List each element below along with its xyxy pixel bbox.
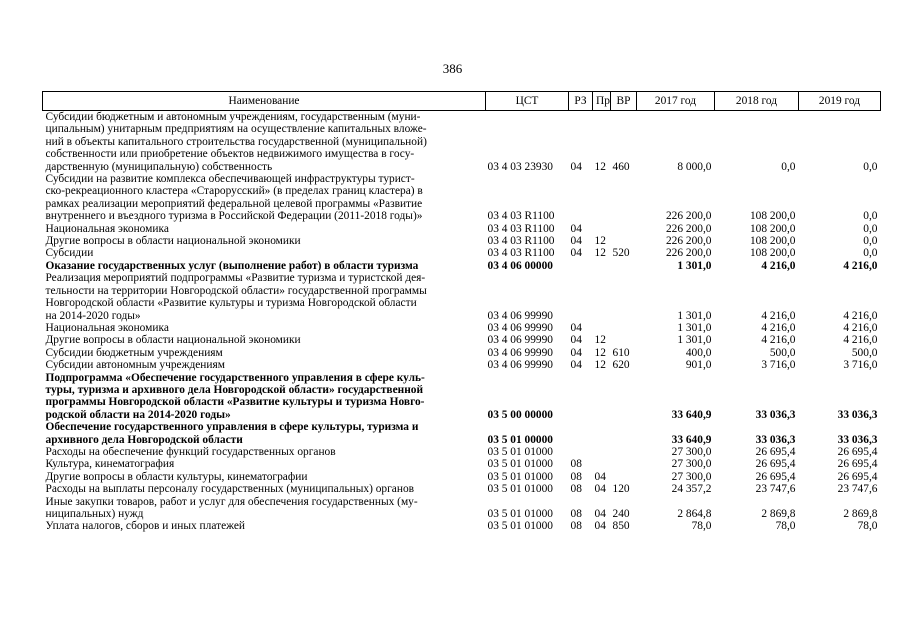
cell-y2019: 4 216,0 bbox=[843, 321, 878, 334]
cell-y2017: 226 200,0 bbox=[665, 222, 712, 235]
cell-y2019: 0,0 bbox=[863, 235, 878, 248]
cell-name: Другие вопросы в области национальной экономики bbox=[45, 334, 301, 347]
cell-pr bbox=[593, 260, 611, 272]
cell-pr: 04 bbox=[594, 508, 606, 520]
cell-cst: 03 4 06 99990 bbox=[487, 346, 553, 359]
cell-vr bbox=[611, 421, 637, 446]
cell-y2019: 0,0 bbox=[863, 247, 878, 260]
cell-pr bbox=[593, 372, 611, 422]
cell-y2017: 78,0 bbox=[691, 520, 712, 533]
cell-y2018: 33 036,3 bbox=[755, 433, 796, 446]
table-row bbox=[43, 322, 881, 334]
header-2018: 2018 год bbox=[715, 92, 799, 111]
cell-name: Национальная экономика bbox=[45, 321, 169, 334]
cell-vr bbox=[611, 446, 637, 458]
cell-name: Субсидии бюджетным и автономным учреждениям, государственным (муни- ципальным) унитарным предприятиям на осуществление капитальных вложе- ний в объекты капитального строительства государственной (муниципальной) собственности или приобретение объектов недвижимого имущества в госу- дарственную (муниципальную) собственность bbox=[45, 111, 427, 173]
cell-y2018: 108 200,0 bbox=[749, 235, 796, 248]
cell-vr bbox=[611, 471, 637, 483]
cell-cst: 03 4 06 99990 bbox=[487, 309, 553, 322]
cell-pr: 12 bbox=[594, 160, 606, 173]
cell-y2019: 4 216,0 bbox=[843, 259, 878, 272]
cell-y2017: 1 301,0 bbox=[677, 309, 712, 322]
cell-y2017: 901,0 bbox=[685, 359, 712, 372]
cell-y2018: 108 200,0 bbox=[749, 210, 796, 223]
cell-y2019: 26 695,4 bbox=[837, 470, 878, 483]
cell-y2017: 24 357,2 bbox=[671, 483, 712, 496]
cell-name: Национальная экономика bbox=[45, 222, 169, 235]
cell-y2017: 1 301,0 bbox=[677, 334, 712, 347]
cell-name: Культура, кинематография bbox=[45, 458, 175, 471]
cell-name: Субсидии автономным учреждениям bbox=[45, 359, 225, 372]
cell-rz: 08 bbox=[570, 458, 582, 471]
cell-y2019: 3 716,0 bbox=[843, 359, 878, 372]
cell-cst: 03 4 06 99990 bbox=[487, 359, 553, 372]
cell-y2019: 2 869,8 bbox=[843, 508, 878, 520]
cell-rz: 08 bbox=[570, 470, 582, 483]
cell-name: Уплата налогов, сборов и иных платежей bbox=[45, 520, 245, 533]
cell-y2018: 26 695,4 bbox=[755, 445, 796, 458]
cell-pr: 04 bbox=[594, 483, 606, 496]
cell-cst: 03 4 03 R1100 bbox=[487, 247, 555, 260]
header-cst: ЦСТ bbox=[486, 92, 569, 111]
header-name: Наименование bbox=[43, 92, 486, 111]
cell-rz bbox=[569, 372, 593, 422]
cell-vr: 850 bbox=[612, 520, 630, 533]
table-row bbox=[43, 359, 881, 371]
cell-y2017: 1 301,0 bbox=[677, 321, 712, 334]
cell-y2019: 0,0 bbox=[863, 160, 878, 173]
cell-pr: 12 bbox=[594, 235, 606, 248]
cell-y2018: 0,0 bbox=[781, 160, 796, 173]
table-row bbox=[43, 372, 881, 422]
cell-vr: 240 bbox=[612, 508, 630, 520]
cell-vr bbox=[611, 334, 637, 346]
table-row bbox=[43, 446, 881, 458]
cell-y2018: 4 216,0 bbox=[761, 321, 796, 334]
cell-y2018: 4 216,0 bbox=[761, 334, 796, 347]
table-row bbox=[43, 347, 881, 359]
cell-name: Обеспечение государственного управления в сфере культуры, туризма и архивного дела Новгородской области bbox=[45, 421, 419, 446]
cell-rz: 04 bbox=[570, 334, 582, 347]
cell-y2018: 4 216,0 bbox=[761, 309, 796, 322]
cell-vr: 460 bbox=[612, 160, 630, 173]
cell-vr bbox=[611, 173, 637, 223]
cell-vr: 120 bbox=[612, 483, 630, 496]
cell-y2018: 4 216,0 bbox=[761, 259, 796, 272]
cell-pr bbox=[593, 458, 611, 470]
cell-rz: 08 bbox=[570, 483, 582, 496]
cell-y2017: 27 300,0 bbox=[671, 458, 712, 471]
cell-cst: 03 4 03 23930 bbox=[487, 160, 553, 173]
cell-y2019: 0,0 bbox=[863, 222, 878, 235]
cell-pr bbox=[593, 322, 611, 334]
cell-rz bbox=[569, 272, 593, 322]
table-row bbox=[43, 235, 881, 247]
cell-rz bbox=[569, 260, 593, 272]
cell-y2017: 226 200,0 bbox=[665, 247, 712, 260]
table-row bbox=[43, 247, 881, 259]
cell-pr: 12 bbox=[594, 359, 606, 372]
cell-cst: 03 4 06 00000 bbox=[487, 259, 553, 272]
cell-y2019: 26 695,4 bbox=[837, 458, 878, 471]
cell-cst: 03 4 06 99990 bbox=[487, 321, 553, 334]
cell-y2019: 4 216,0 bbox=[843, 334, 878, 347]
cell-cst: 03 5 01 01000 bbox=[487, 458, 553, 471]
cell-rz: 08 bbox=[570, 508, 582, 520]
cell-y2017: 8 000,0 bbox=[677, 160, 712, 173]
table-row bbox=[43, 496, 881, 521]
header-rz: РЗ bbox=[569, 92, 593, 111]
cell-cst: 03 4 03 R1100 bbox=[487, 235, 555, 248]
cell-y2017: 1 301,0 bbox=[677, 259, 712, 272]
cell-name: Реализация мероприятий подпрограммы «Развитие туризма и туристской дея- тельности на территории Новгородской области» государственной программы Новгородской области «Развитие культуры и туризма Новгородской области на 2014-2020 годы» bbox=[45, 272, 427, 322]
cell-cst: 03 5 01 01000 bbox=[487, 445, 553, 458]
table-row bbox=[43, 260, 881, 272]
cell-pr: 12 bbox=[594, 346, 606, 359]
cell-cst: 03 4 03 R1100 bbox=[487, 210, 555, 223]
cell-vr bbox=[611, 322, 637, 334]
cell-y2019: 26 695,4 bbox=[837, 445, 878, 458]
page-number: 386 bbox=[442, 61, 463, 76]
cell-y2017: 27 300,0 bbox=[671, 445, 712, 458]
cell-vr: 520 bbox=[612, 247, 630, 260]
cell-y2018: 78,0 bbox=[775, 520, 796, 533]
cell-name: Расходы на обеспечение функций государственных органов bbox=[45, 445, 336, 458]
cell-rz: 04 bbox=[570, 222, 582, 235]
cell-y2018: 26 695,4 bbox=[755, 458, 796, 471]
cell-y2017: 27 300,0 bbox=[671, 470, 712, 483]
cell-y2018: 33 036,3 bbox=[755, 408, 796, 421]
cell-y2017: 2 864,8 bbox=[677, 508, 712, 520]
cell-vr bbox=[611, 372, 637, 422]
cell-y2017: 33 640,9 bbox=[671, 408, 712, 421]
cell-y2017: 33 640,9 bbox=[671, 433, 712, 446]
cell-cst: 03 5 01 01000 bbox=[487, 508, 553, 520]
table-row bbox=[43, 458, 881, 470]
cell-name: Субсидии бюджетным учреждениям bbox=[45, 346, 223, 359]
cell-y2018: 23 747,6 bbox=[755, 483, 796, 496]
cell-y2018: 3 716,0 bbox=[761, 359, 796, 372]
cell-rz bbox=[569, 173, 593, 223]
cell-pr: 04 bbox=[594, 520, 606, 533]
cell-y2017: 400,0 bbox=[685, 346, 712, 359]
table-row bbox=[43, 334, 881, 346]
cell-pr: 12 bbox=[594, 334, 606, 347]
cell-pr bbox=[593, 421, 611, 446]
cell-cst: 03 5 01 00000 bbox=[487, 433, 553, 446]
cell-rz: 04 bbox=[570, 247, 582, 260]
cell-rz: 04 bbox=[570, 359, 582, 372]
cell-y2017: 226 200,0 bbox=[665, 210, 712, 223]
cell-pr bbox=[593, 272, 611, 322]
cell-pr: 12 bbox=[594, 247, 606, 260]
cell-cst: 03 5 00 00000 bbox=[487, 408, 553, 421]
table-header-row bbox=[43, 92, 881, 111]
cell-rz bbox=[569, 421, 593, 446]
cell-y2019: 0,0 bbox=[863, 210, 878, 223]
cell-y2018: 108 200,0 bbox=[749, 222, 796, 235]
cell-vr bbox=[611, 260, 637, 272]
cell-rz: 04 bbox=[570, 321, 582, 334]
cell-y2018: 2 869,8 bbox=[761, 508, 796, 520]
cell-rz bbox=[569, 446, 593, 458]
cell-cst: 03 4 03 R1100 bbox=[487, 222, 555, 235]
cell-name: Подпрограмма «Обеспечение государственного управления в сфере куль- туры, туризма и архивного дела Новгородской области» государственной программы Новгородской области «Развитие культуры и туризма Новго- родской области на 2014-2020 годы» bbox=[45, 371, 425, 421]
cell-pr bbox=[593, 223, 611, 235]
cell-name: Расходы на выплаты персоналу государственных (муниципальных) органов bbox=[45, 483, 415, 496]
cell-y2019: 4 216,0 bbox=[843, 309, 878, 322]
cell-name: Оказание государственных услуг (выполнение работ) в области туризма bbox=[45, 259, 419, 272]
cell-name: Другие вопросы в области культуры, кинематографии bbox=[45, 470, 308, 483]
cell-y2018: 500,0 bbox=[769, 346, 796, 359]
budget-table bbox=[42, 91, 881, 533]
cell-vr bbox=[611, 223, 637, 235]
table-row bbox=[43, 520, 881, 532]
header-2019: 2019 год bbox=[799, 92, 881, 111]
cell-name: Субсидии bbox=[45, 247, 94, 260]
cell-cst: 03 4 06 99990 bbox=[487, 334, 553, 347]
cell-y2019: 33 036,3 bbox=[837, 433, 878, 446]
cell-name: Иные закупки товаров, работ и услуг для обеспечения государственных (му- ниципальных) нужд bbox=[45, 495, 418, 520]
table-row bbox=[43, 223, 881, 235]
table-row bbox=[43, 483, 881, 495]
cell-rz: 04 bbox=[570, 346, 582, 359]
cell-pr bbox=[593, 173, 611, 223]
cell-cst: 03 5 01 01000 bbox=[487, 483, 553, 496]
table-row bbox=[43, 471, 881, 483]
cell-y2018: 26 695,4 bbox=[755, 470, 796, 483]
cell-rz: 04 bbox=[570, 235, 582, 248]
table-row bbox=[43, 272, 881, 322]
cell-y2017: 226 200,0 bbox=[665, 235, 712, 248]
cell-vr bbox=[611, 458, 637, 470]
cell-vr bbox=[611, 235, 637, 247]
cell-pr bbox=[593, 446, 611, 458]
cell-vr: 610 bbox=[612, 346, 630, 359]
table-body bbox=[43, 111, 881, 533]
cell-y2019: 23 747,6 bbox=[837, 483, 878, 496]
header-pr: Пр bbox=[593, 92, 611, 111]
cell-name: Другие вопросы в области национальной экономики bbox=[45, 235, 301, 248]
table-row bbox=[43, 173, 881, 223]
cell-vr bbox=[611, 272, 637, 322]
cell-rz: 04 bbox=[570, 160, 582, 173]
cell-name: Субсидии на развитие комплекса обеспечивающей инфраструктуры турист- ско-рекреационного кластера «Старорусский» (в пределах границ кластера) в рамках реализации мероприятий федеральной целевой программы «Развитие внутреннего и въездного туризма в Российской Федерации (2011-2018 годы)» bbox=[45, 173, 423, 223]
cell-cst: 03 5 01 01000 bbox=[487, 470, 553, 483]
cell-rz: 08 bbox=[570, 520, 582, 533]
header-vr: ВР bbox=[611, 92, 637, 111]
cell-y2019: 500,0 bbox=[851, 346, 878, 359]
table-row bbox=[43, 421, 881, 446]
cell-y2019: 78,0 bbox=[857, 520, 878, 533]
cell-cst: 03 5 01 01000 bbox=[487, 520, 553, 533]
cell-vr: 620 bbox=[612, 359, 630, 372]
header-2017: 2017 год bbox=[637, 92, 715, 111]
cell-y2019: 33 036,3 bbox=[837, 408, 878, 421]
cell-y2018: 108 200,0 bbox=[749, 247, 796, 260]
table-row bbox=[43, 111, 881, 174]
cell-pr: 04 bbox=[594, 470, 606, 483]
